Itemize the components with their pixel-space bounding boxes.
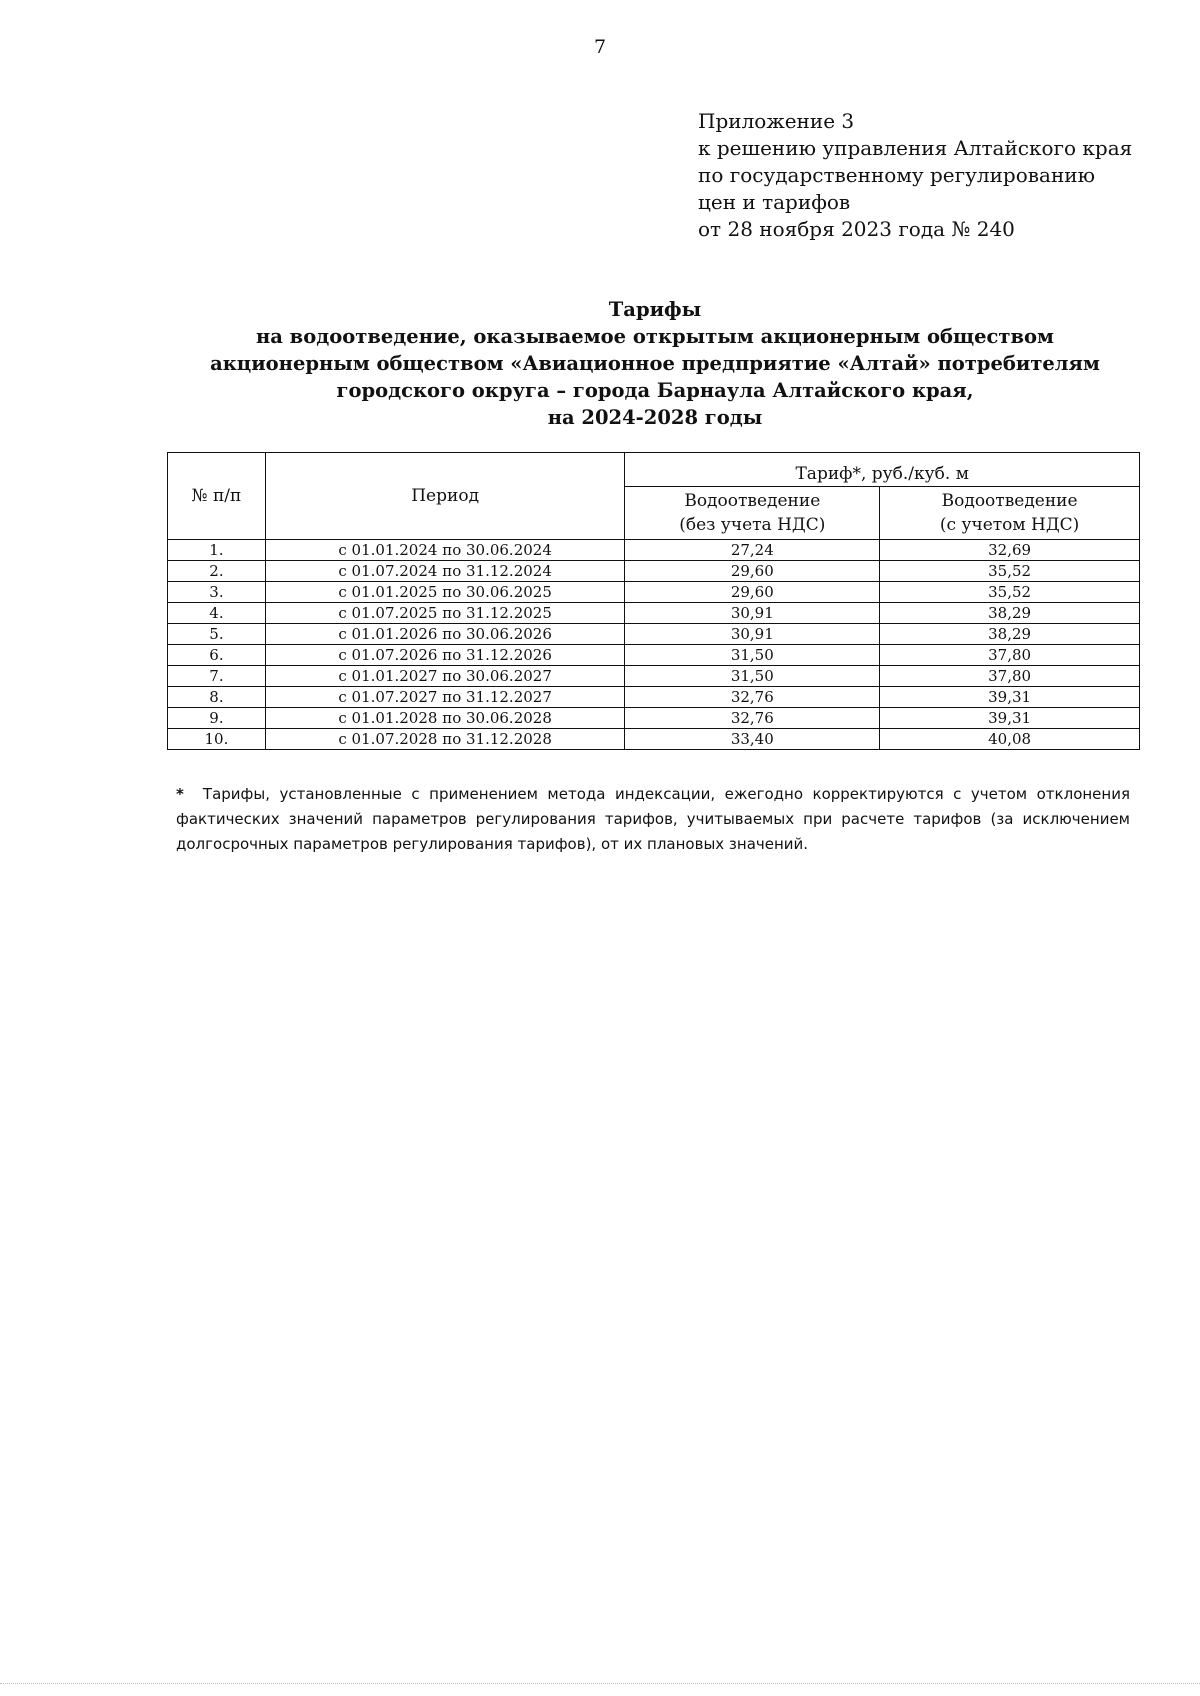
title-line: на 2024-2028 годы xyxy=(547,406,763,429)
table-row xyxy=(168,582,1140,603)
row-number: 9. xyxy=(168,708,266,729)
appendix-line: от 28 ноября 2023 года № 240 xyxy=(698,217,1015,241)
row-tariff-without-vat: 33,40 xyxy=(625,729,880,750)
header-tariff-group: Тариф*, руб./куб. м xyxy=(625,453,1140,487)
title-line: Тарифы xyxy=(608,298,702,321)
footnote xyxy=(176,782,1130,857)
appendix-reference xyxy=(698,108,1132,243)
row-tariff-with-vat: 37,80 xyxy=(880,645,1140,666)
appendix-line: Приложение 3 xyxy=(698,109,855,133)
document-title xyxy=(0,296,1200,431)
row-tariff-with-vat: 40,08 xyxy=(880,729,1140,750)
row-period: с 01.07.2024 по 31.12.2024 xyxy=(265,561,625,582)
title-line: городского округа – города Барнаула Алтайского края, xyxy=(336,379,974,402)
row-tariff-with-vat: 35,52 xyxy=(880,561,1140,582)
row-tariff-with-vat: 35,52 xyxy=(880,582,1140,603)
scan-edge-divider xyxy=(0,1683,1200,1684)
table-row xyxy=(168,603,1140,624)
header-with-vat-line2: (с учетом НДС) xyxy=(939,515,1080,535)
row-tariff-without-vat: 30,91 xyxy=(625,603,880,624)
row-tariff-without-vat: 30,91 xyxy=(625,624,880,645)
header-with-vat xyxy=(880,487,1140,540)
row-tariff-without-vat: 27,24 xyxy=(625,540,880,561)
row-number: 4. xyxy=(168,603,266,624)
row-tariff-without-vat: 32,76 xyxy=(625,687,880,708)
table-row xyxy=(168,666,1140,687)
row-period: с 01.01.2027 по 30.06.2027 xyxy=(265,666,625,687)
row-number: 8. xyxy=(168,687,266,708)
title-line: акционерным обществом «Авиационное предприятие «Алтай» потребителям xyxy=(210,352,1100,375)
row-tariff-with-vat: 37,80 xyxy=(880,666,1140,687)
row-tariff-without-vat: 32,76 xyxy=(625,708,880,729)
header-without-vat-line1: Водоотведение xyxy=(684,491,821,511)
row-number: 2. xyxy=(168,561,266,582)
row-period: с 01.01.2026 по 30.06.2026 xyxy=(265,624,625,645)
row-number: 10. xyxy=(168,729,266,750)
tariff-table xyxy=(167,452,1140,750)
row-tariff-without-vat: 31,50 xyxy=(625,666,880,687)
row-period: с 01.01.2024 по 30.06.2024 xyxy=(265,540,625,561)
row-tariff-with-vat: 39,31 xyxy=(880,708,1140,729)
title-line: на водоотведение, оказываемое открытым акционерным обществом xyxy=(255,325,1054,348)
row-period: с 01.01.2025 по 30.06.2025 xyxy=(265,582,625,603)
header-with-vat-line1: Водоотведение xyxy=(941,491,1078,511)
header-period: Период xyxy=(265,453,625,540)
row-number: 3. xyxy=(168,582,266,603)
appendix-line: по государственному регулированию xyxy=(698,163,1096,187)
row-tariff-without-vat: 29,60 xyxy=(625,582,880,603)
row-period: с 01.07.2026 по 31.12.2026 xyxy=(265,645,625,666)
header-without-vat-line2: (без учета НДС) xyxy=(679,515,826,535)
appendix-line: цен и тарифов xyxy=(698,190,851,214)
appendix-line: к решению управления Алтайского края xyxy=(698,136,1133,160)
row-tariff-with-vat: 38,29 xyxy=(880,603,1140,624)
row-period: с 01.07.2027 по 31.12.2027 xyxy=(265,687,625,708)
row-period: с 01.07.2025 по 31.12.2025 xyxy=(265,603,625,624)
table-row xyxy=(168,624,1140,645)
row-tariff-without-vat: 31,50 xyxy=(625,645,880,666)
header-number: № п/п xyxy=(168,453,266,540)
row-tariff-with-vat: 32,69 xyxy=(880,540,1140,561)
row-tariff-with-vat: 38,29 xyxy=(880,624,1140,645)
table-row xyxy=(168,645,1140,666)
row-tariff-without-vat: 29,60 xyxy=(625,561,880,582)
table-row xyxy=(168,540,1140,561)
table-row xyxy=(168,729,1140,750)
table-row xyxy=(168,708,1140,729)
row-number: 7. xyxy=(168,666,266,687)
footnote-text: Тарифы, установленные с применением метода индексации, ежегодно корректируются с учетом отклонения фактических значений параметров регулирования тарифов, учитываемых при расчете тарифов (за исключением долгосрочных параметров регулирования тарифов), от их плановых значений. xyxy=(176,785,1130,853)
footnote-paragraph xyxy=(176,782,1130,857)
row-number: 1. xyxy=(168,540,266,561)
row-period: с 01.07.2028 по 31.12.2028 xyxy=(265,729,625,750)
header-without-vat xyxy=(625,487,880,540)
page-number: 7 xyxy=(593,36,607,58)
row-tariff-with-vat: 39,31 xyxy=(880,687,1140,708)
table-row xyxy=(168,561,1140,582)
row-number: 5. xyxy=(168,624,266,645)
footnote-mark: * xyxy=(176,785,184,803)
row-period: с 01.01.2028 по 30.06.2028 xyxy=(265,708,625,729)
table-row xyxy=(168,687,1140,708)
row-number: 6. xyxy=(168,645,266,666)
